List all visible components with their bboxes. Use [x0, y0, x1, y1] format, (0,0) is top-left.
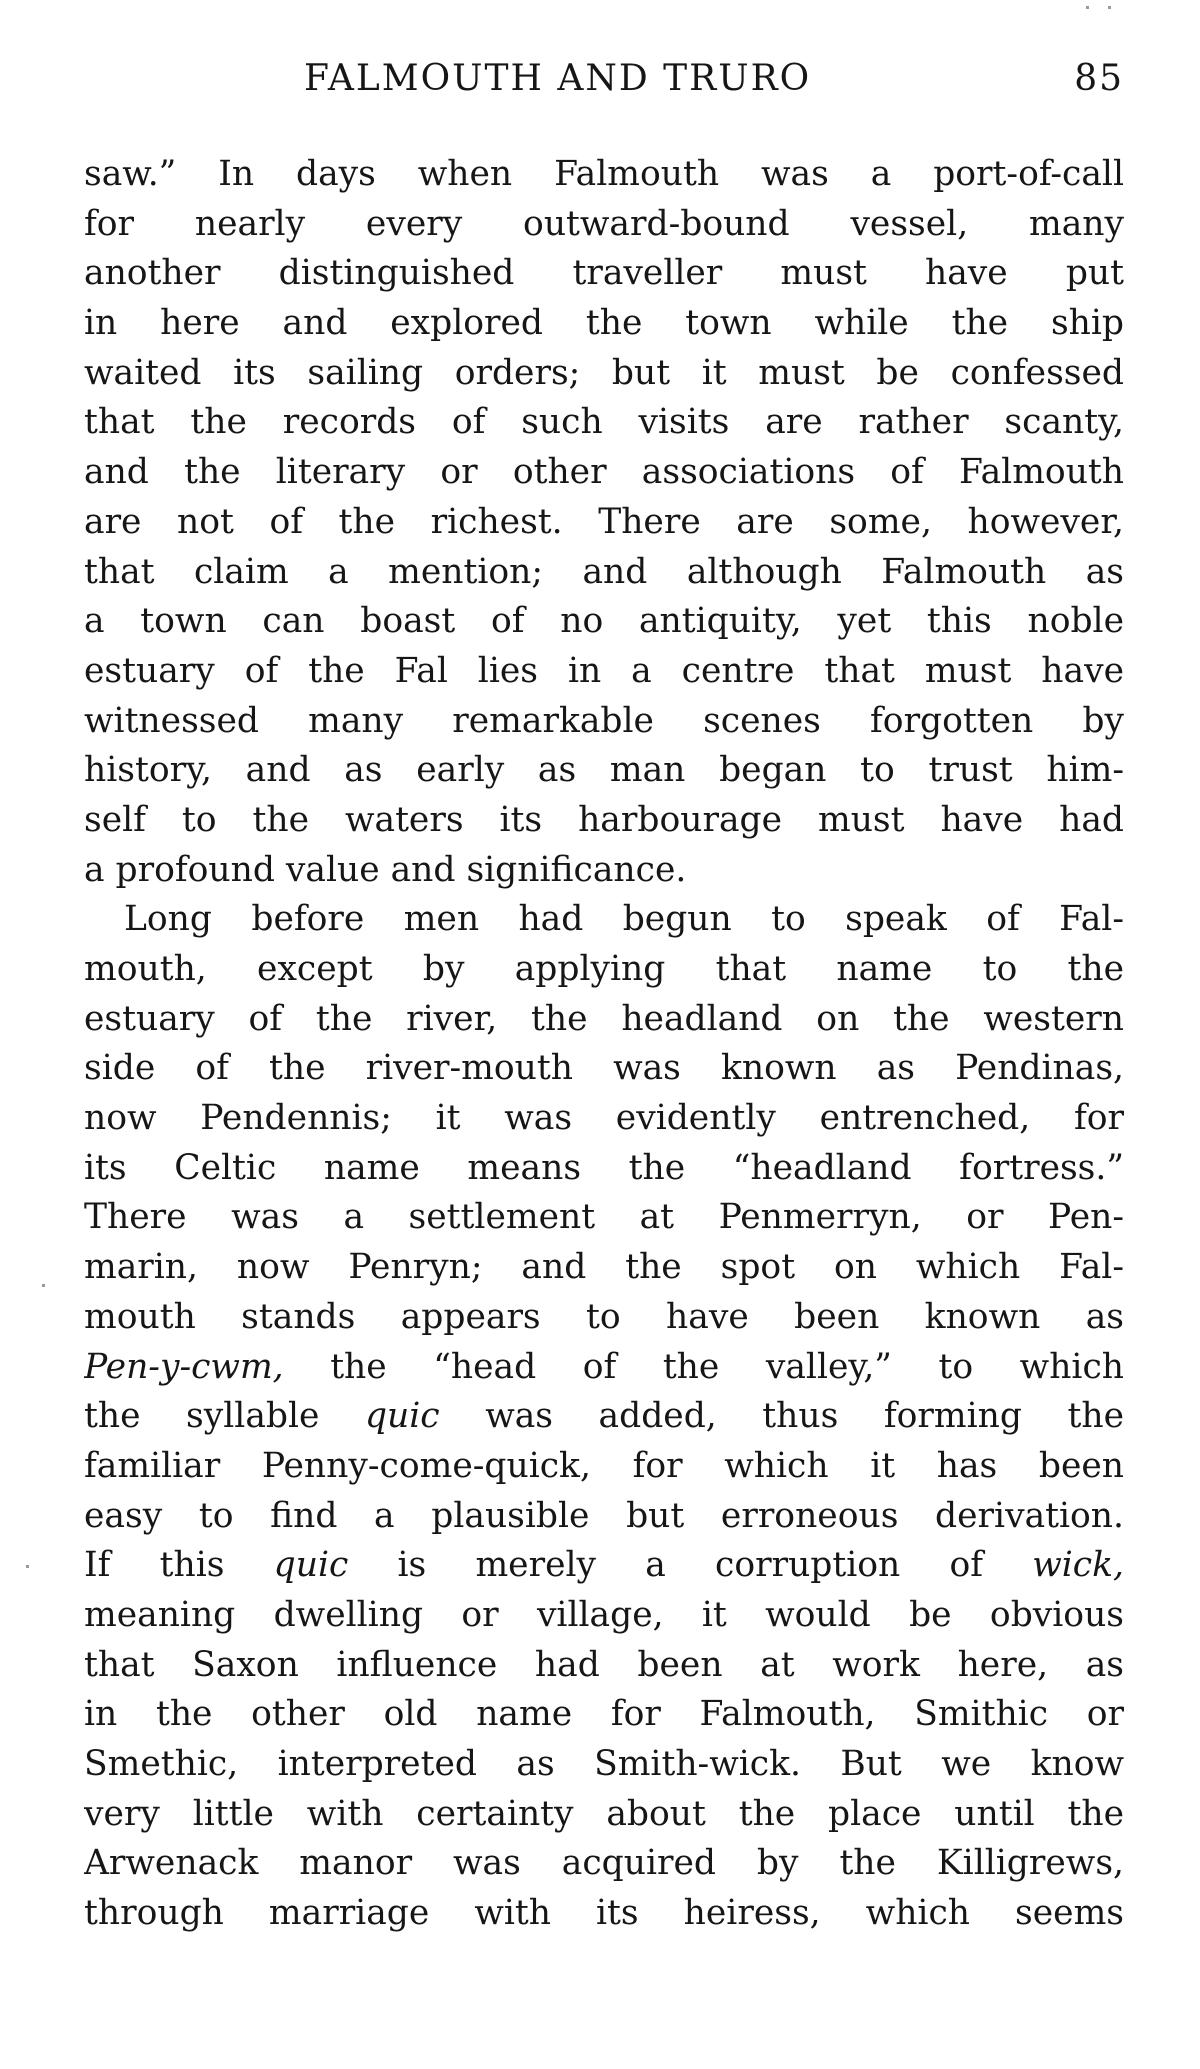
text-line: mouth, except by applying that name to the	[84, 949, 1124, 989]
text-line: There was a settlement at Penmerryn, or Pen-	[84, 1197, 1124, 1238]
text-line: mouth stands appears to have been known as	[84, 1296, 1124, 1337]
scan-speck	[26, 1565, 29, 1568]
text-line: that claim a mention; and although Falmouth as	[84, 551, 1124, 592]
text-line: waited its sailing orders; but it must be confessed	[84, 352, 1124, 393]
italic-term: Pen-y-cwm,	[84, 1346, 284, 1387]
text-line: self to the waters its harbourage must have had	[84, 799, 1124, 840]
text-line: another distinguished traveller must have put	[84, 253, 1124, 294]
text-line: that Saxon influence had been at work here, as	[84, 1644, 1124, 1685]
text-line: Arwenack manor was acquired by the Killigrews,	[84, 1843, 1124, 1884]
text-line: its Celtic name means the “headland fortress.”	[84, 1147, 1124, 1188]
text-line: easy to find a plausible but erroneous derivation.	[84, 1495, 1124, 1536]
text-line: a town can boast of no antiquity, yet this noble	[84, 601, 1124, 642]
text-line: for nearly every outward-bound vessel, many	[84, 203, 1124, 244]
italic-term: wick,	[1032, 1545, 1124, 1586]
italic-term: quic	[364, 1396, 440, 1437]
scan-speck	[1086, 6, 1089, 9]
text-line: side of the river-mouth was known as Pendinas,	[84, 1048, 1124, 1089]
text-line: that the records of such visits are rather scanty,	[84, 402, 1124, 443]
text-line: saw.” In days when Falmouth was a port-of-call	[84, 154, 1124, 194]
running-head	[84, 58, 1124, 108]
text-line: in here and explored the town while the ship	[84, 303, 1124, 344]
text-line: history, and as early as man began to trust him-	[84, 750, 1124, 791]
text-line: through marriage with its heiress, which seems	[84, 1893, 1124, 1934]
text-line: Pen-y-cwm, the “head of the valley,” to which	[84, 1346, 1124, 1387]
body-text	[84, 150, 1124, 1939]
text-line: and the literary or other associations of Falmouth	[84, 452, 1124, 493]
text-line: marin, now Penryn; and the spot on which Fal-	[84, 1247, 1124, 1288]
text-line: Smethic, interpreted as Smith-wick. But we know	[84, 1744, 1124, 1784]
text-line: estuary of the Fal lies in a centre that must have	[84, 650, 1124, 691]
text-line: now Pendennis; it was evidently entrenched, for	[84, 1098, 1124, 1139]
text-line: meaning dwelling or village, it would be obvious	[84, 1594, 1124, 1635]
italic-term: quic	[273, 1545, 349, 1586]
paragraph-end-line: a profound value and significance.	[84, 849, 687, 890]
text-line: witnessed many remarkable scenes forgotten by	[84, 700, 1124, 741]
text-line: estuary of the river, the headland on the western	[84, 998, 1124, 1039]
text-line: very little with certainty about the place until the	[84, 1793, 1124, 1834]
text-line: are not of the richest. There are some, however,	[84, 501, 1124, 542]
paragraph-start-line: Long before men had begun to speak of Fal-	[124, 899, 1124, 940]
text-line: the syllable quic was added, thus forming the	[84, 1396, 1124, 1437]
scan-speck	[1108, 6, 1111, 9]
text-line: familiar Penny-come-quick, for which it has been	[84, 1445, 1124, 1486]
text-line: in the other old name for Falmouth, Smithic or	[84, 1694, 1124, 1735]
text-line: If this quic is merely a corruption of wick,	[84, 1545, 1124, 1586]
scan-speck	[42, 1284, 45, 1287]
page-number: 85	[1074, 58, 1124, 99]
running-title: FALMOUTH AND TRURO	[304, 58, 812, 99]
